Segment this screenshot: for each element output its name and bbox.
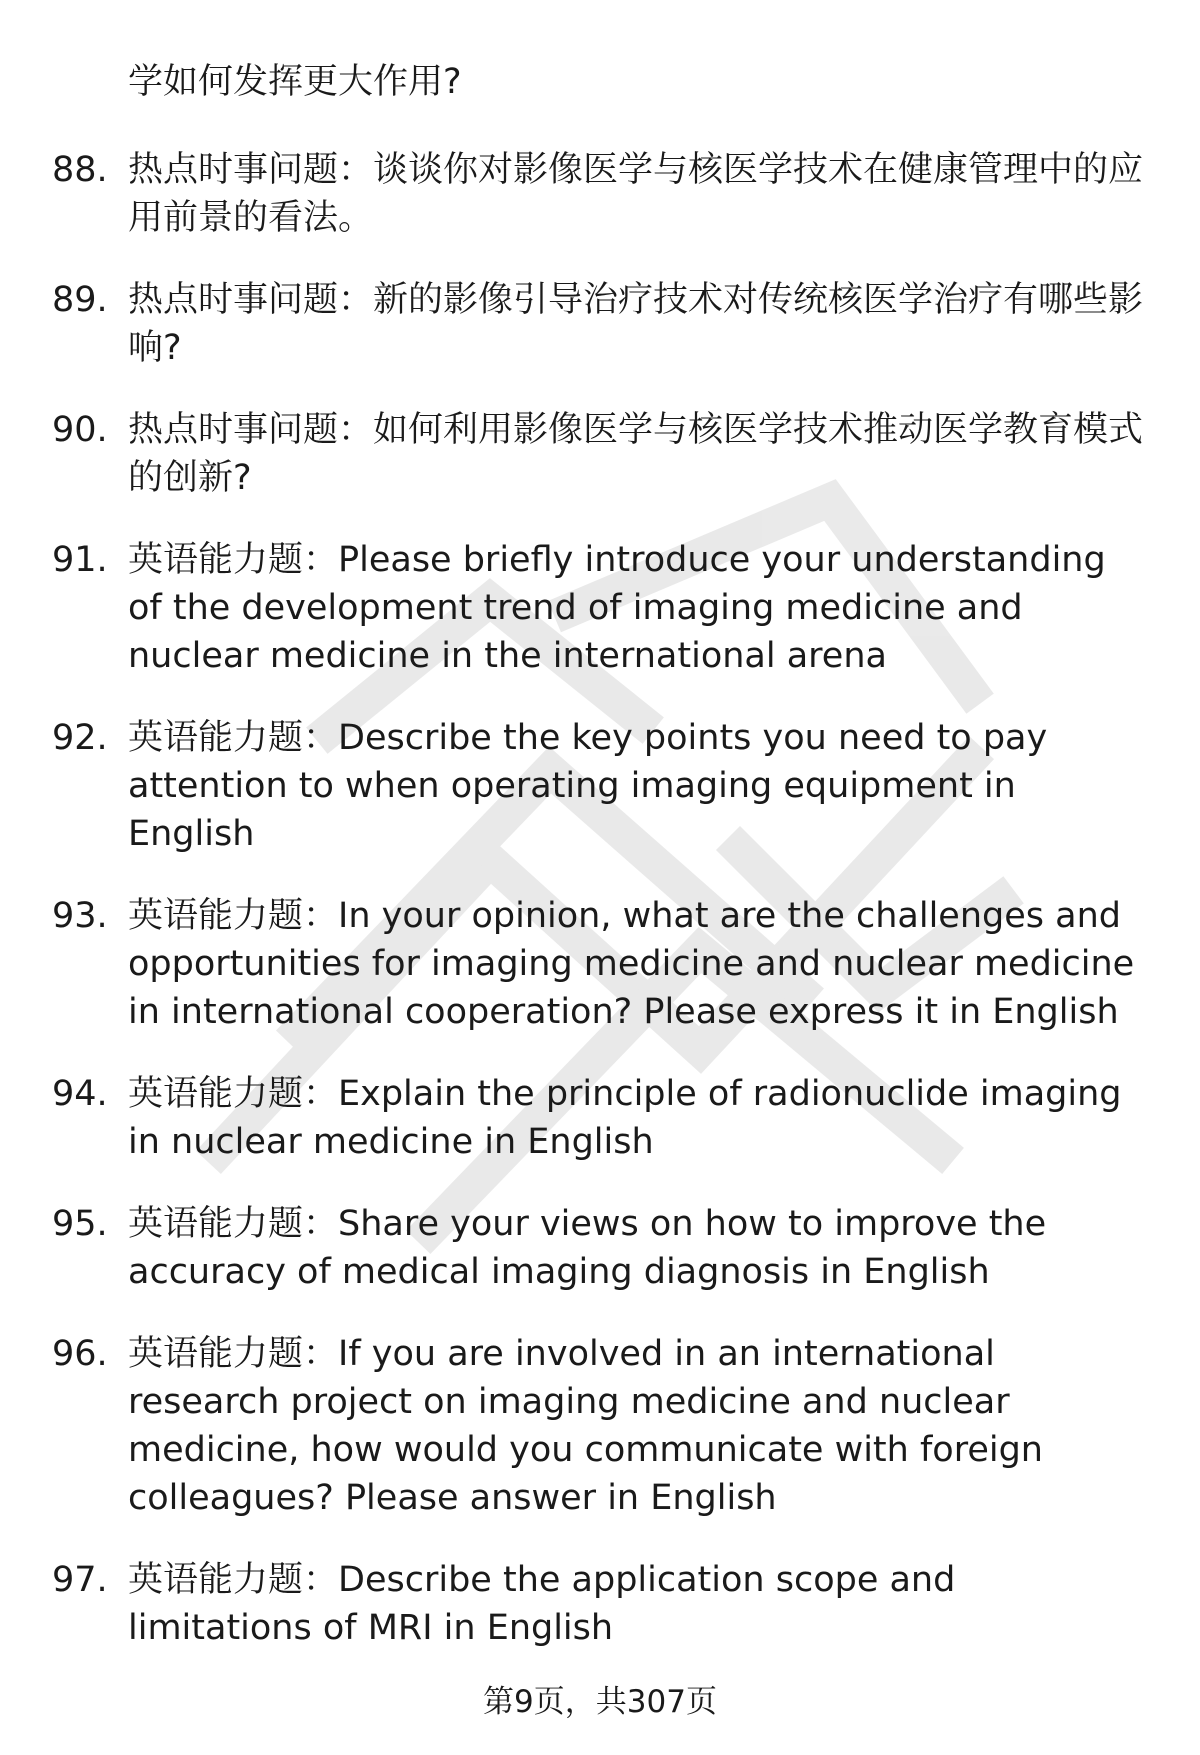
question-category-label: 热点时事问题： xyxy=(128,410,374,450)
question-item xyxy=(52,1200,1152,1296)
question-text xyxy=(128,406,1150,502)
question-category-label: 英语能力题： xyxy=(128,1204,339,1244)
question-number: 92. xyxy=(52,718,108,758)
question-category-label: 热点时事问题： xyxy=(128,150,374,190)
question-number: 96. xyxy=(52,1334,108,1374)
question-item xyxy=(52,714,1152,858)
question-body: If you are involved in an international research project on imaging medicine and nuclear medicine, how would you communicate with foreign colleagues? Please answer in English xyxy=(128,1334,1043,1518)
question-text xyxy=(128,146,1150,242)
question-number: 94. xyxy=(52,1074,108,1114)
question-item xyxy=(52,406,1152,502)
question-list xyxy=(52,146,1152,1686)
question-number: 93. xyxy=(52,896,108,936)
question-number: 95. xyxy=(52,1204,108,1244)
question-category-label: 英语能力题： xyxy=(128,1334,339,1374)
question-body: Explain the principle of radionuclide imaging in nuclear medicine in English xyxy=(128,1074,1122,1162)
question-item xyxy=(52,276,1152,372)
question-item xyxy=(52,1556,1152,1652)
question-category-label: 英语能力题： xyxy=(128,718,339,758)
continued-question-text: 学如何发挥更大作用? xyxy=(128,62,462,102)
question-number: 89. xyxy=(52,280,108,320)
question-text xyxy=(128,714,1150,858)
question-category-label: 英语能力题： xyxy=(128,1560,339,1600)
question-body: Describe the application scope and limitations of MRI in English xyxy=(128,1560,956,1648)
question-body: In your opinion, what are the challenges and opportunities for imaging medicine and nuclear medicine in international cooperation? Please express it in English xyxy=(128,896,1135,1032)
question-body: 谈谈你对影像医学与核医学技术在健康管理中的应用前景的看法。 xyxy=(128,150,1144,238)
question-number: 90. xyxy=(52,410,108,450)
question-text xyxy=(128,536,1150,680)
question-number: 97. xyxy=(52,1560,108,1600)
question-category-label: 英语能力题： xyxy=(128,540,339,580)
question-item xyxy=(52,536,1152,680)
question-body: 如何利用影像医学与核医学技术推动医学教育模式的创新? xyxy=(128,410,1144,498)
question-item xyxy=(52,146,1152,242)
question-body: Describe the key points you need to pay attention to when operating imaging equipment in English xyxy=(128,718,1048,854)
question-text xyxy=(128,1070,1150,1166)
question-category-label: 英语能力题： xyxy=(128,1074,339,1114)
question-category-label: 热点时事问题： xyxy=(128,280,374,320)
question-number: 91. xyxy=(52,540,108,580)
page-indicator: 第9页，共307页 xyxy=(483,1684,717,1720)
question-text xyxy=(128,1200,1150,1296)
question-item xyxy=(52,892,1152,1036)
question-item xyxy=(52,1070,1152,1166)
question-category-label: 英语能力题： xyxy=(128,896,339,936)
question-item xyxy=(52,1330,1152,1522)
question-text xyxy=(128,1556,1150,1652)
question-number: 88. xyxy=(52,150,108,190)
question-text xyxy=(128,276,1150,372)
question-body: Share your views on how to improve the accuracy of medical imaging diagnosis in English xyxy=(128,1204,1047,1292)
question-body: 新的影像引导治疗技术对传统核医学治疗有哪些影响? xyxy=(128,280,1144,368)
question-body: Please briefly introduce your understanding of the development trend of imaging medicine and nuclear medicine in the international arena xyxy=(128,540,1106,676)
question-text xyxy=(128,1330,1150,1522)
question-text xyxy=(128,892,1150,1036)
